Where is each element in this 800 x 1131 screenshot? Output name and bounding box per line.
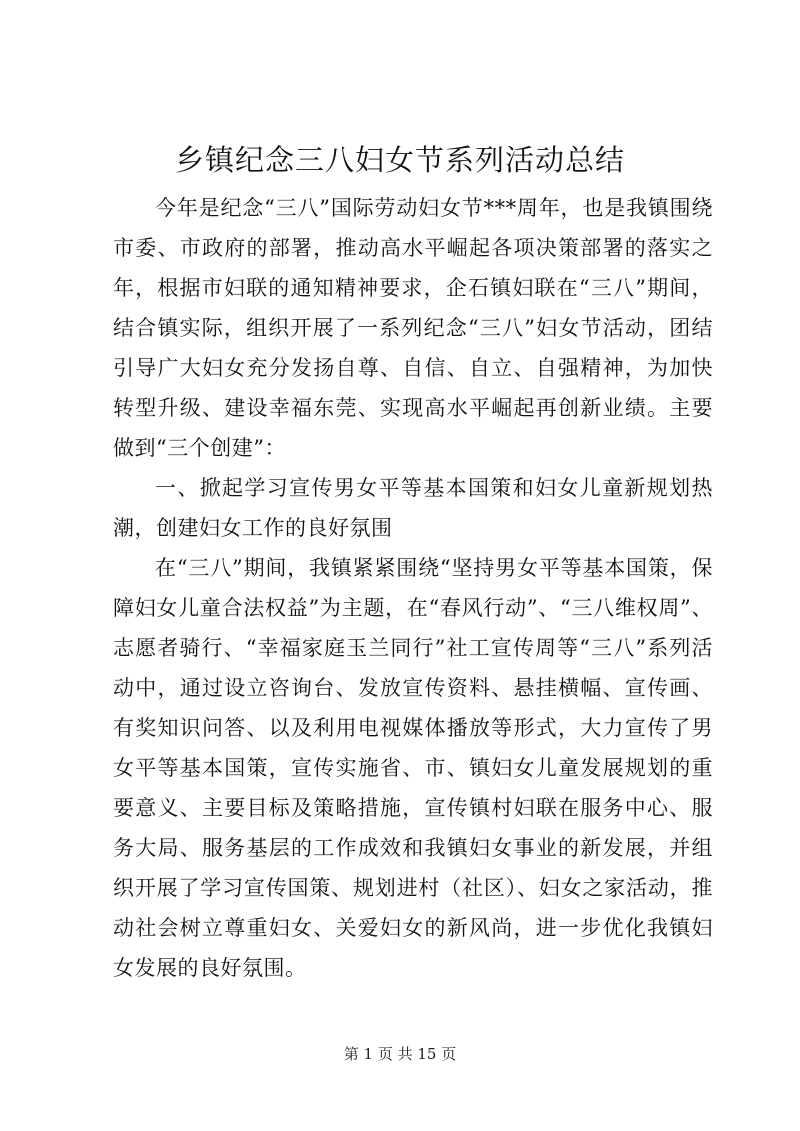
page-title: 乡镇纪念三八妇女节系列活动总结 [174, 143, 625, 177]
paragraph-intro: 今年是纪念“三八”国际劳动妇女节***周年，也是我镇围绕市委、市政府的部署，推动高水平崛起各项决策部署的落实之年，根据市妇联的通知精神要求，企石镇妇联在“三八”期间，结合镇实际，组织开展了一系列纪念“三八”妇女节活动，团结引导广大妇女充分发扬自尊、自信、自立、自强精神，为加快转型升级、建设幸福东莞、实现高水平崛起再创新业绩。主要做到“三个创建”： [113, 196, 713, 460]
paragraph-section-body: 在“三八”期间，我镇紧紧围绕“坚持男女平等基本国策，保障妇女儿童合法权益”为主题，在“春风行动”、“三八维权周”、志愿者骑行、“幸福家庭玉兰同行”社工宣传周等“三八”系列活动中，通过设立咨询台、发放宣传资料、悬挂横幅、宣传画、有奖知识问答、以及利用电视媒体播放等形式，大力宣传了男女平等基本国策，宣传实施省、市、镇妇女儿童发展规划的重要意义、主要目标及策略措施，宣传镇村妇联在服务中心、服务大局、服务基层的工作成效和我镇妇女事业的新发展，并组织开展了学习宣传国策、规划进村（社区）、妇女之家活动，推动社会树立尊重妇女、关爱妇女的新风尚，进一步优化我镇妇女发展的良好氛围。 [113, 556, 713, 980]
page-number-footer: 第 1 页 共 15 页 [343, 1045, 457, 1063]
paragraph-section-heading: 一、掀起学习宣传男女平等基本国策和妇女儿童新规划热潮，创建妇女工作的良好氛围 [113, 476, 713, 540]
document-body [113, 188, 713, 988]
